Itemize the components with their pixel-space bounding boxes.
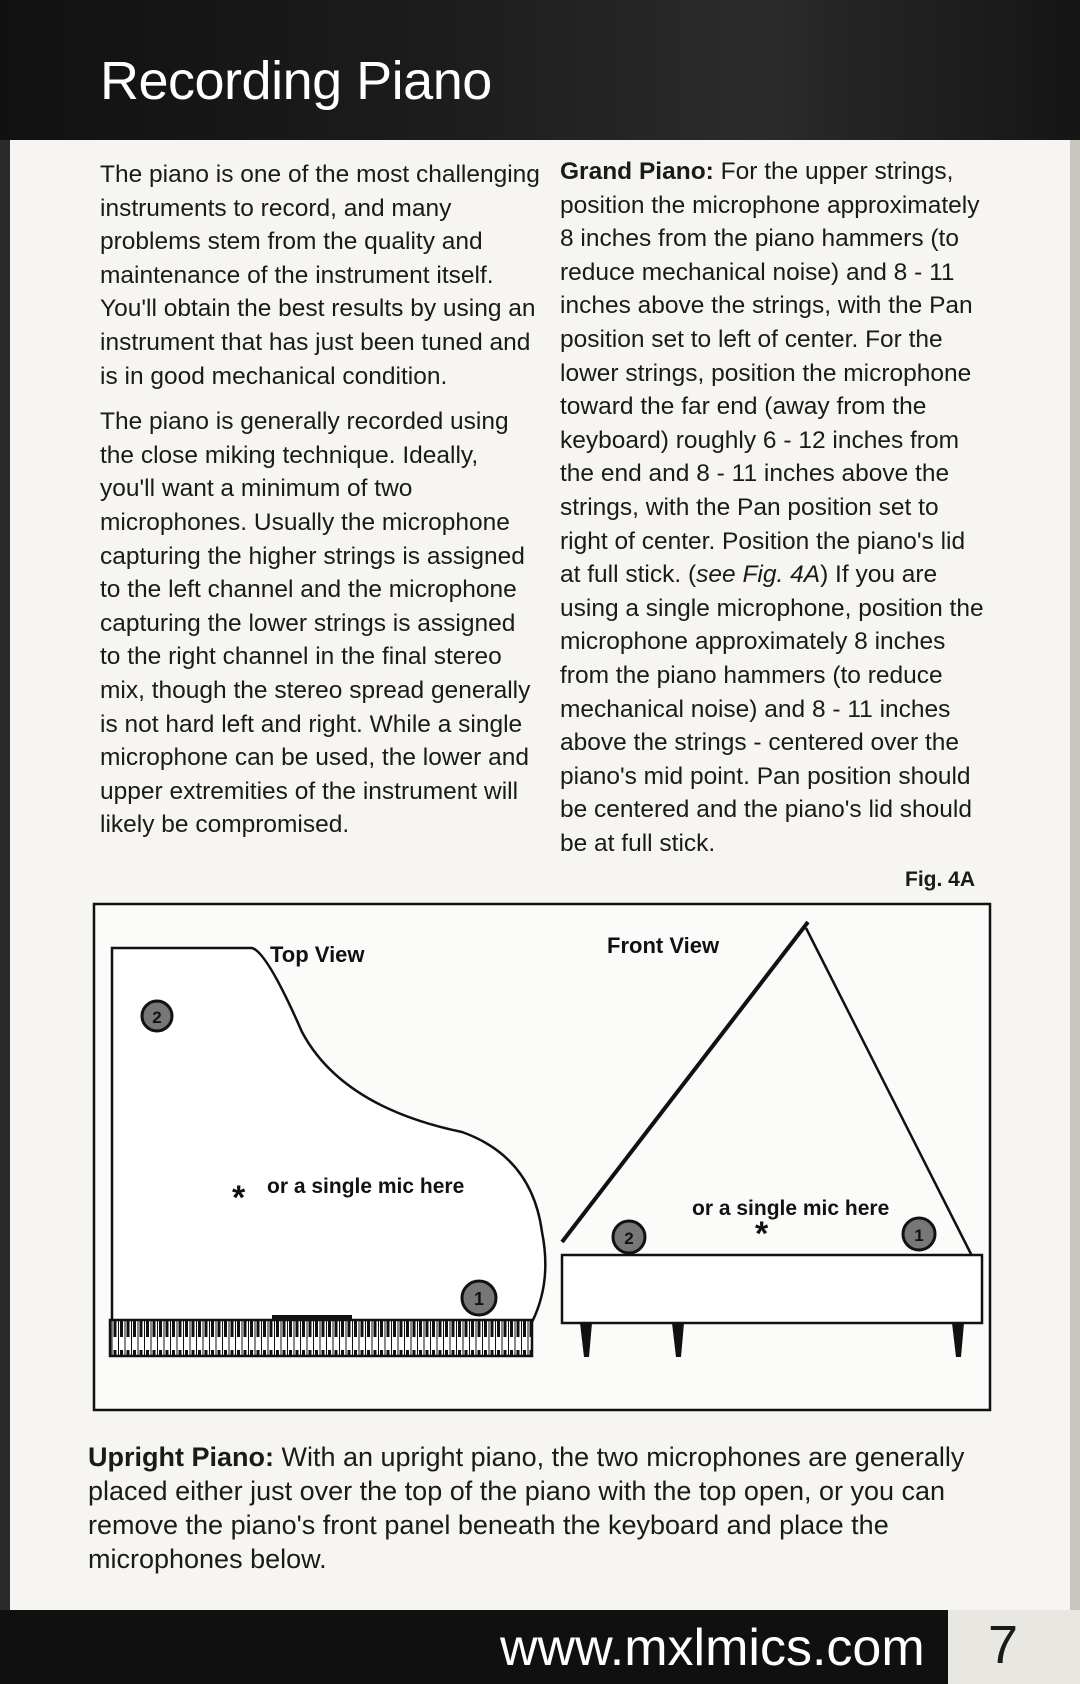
mic-2-front-view-icon (613, 1221, 645, 1253)
page-edge-left (0, 140, 10, 1610)
svg-text:2: 2 (624, 1229, 634, 1248)
mic-1-top-view-icon (462, 1281, 496, 1315)
grand-piano-paragraph (560, 155, 990, 860)
upright-piano-heading: Upright Piano: (88, 1442, 274, 1472)
page-number-box (948, 1610, 1080, 1684)
upright-piano-paragraph (88, 1440, 988, 1576)
asterisk-front-view: * (755, 1215, 769, 1253)
single-mic-top-label: or a single mic here (267, 1175, 465, 1198)
asterisk-top-view: * (232, 1179, 246, 1217)
page-number: 7 (988, 1615, 1019, 1675)
page-edge-right (1070, 140, 1080, 1610)
piano-body-front-view (562, 1255, 982, 1323)
figure-reference: see Fig. 4A (696, 561, 821, 589)
header-bar (0, 0, 1080, 140)
left-column (100, 158, 540, 854)
front-view-title: Front View (607, 933, 720, 958)
grand-piano-text-1: For the upper strings, position the microphone approximately 8 inches from the piano hammers (to reduce mechanical noise) and 8 - 11 inches above the strings, with the Pan position set to left of center. For the lower strings, position the microphone toward the far end (away from the keyboard) roughly 6 - 12 inches from the end and 8 - 11 inches above the strings, with the Pan position set to right of center. Position the piano's lid at full stick. ( (560, 158, 980, 589)
grand-piano-heading: Grand Piano: (560, 158, 714, 185)
figure-label: Fig. 4A (905, 868, 976, 891)
footer-bar (0, 1610, 1080, 1684)
single-mic-front-label: or a single mic here (692, 1197, 890, 1220)
svg-text:2: 2 (152, 1008, 162, 1027)
page-title: Recording Piano (100, 51, 492, 111)
website-url: www.mxlmics.com (500, 1619, 925, 1677)
top-view-title: Top View (270, 942, 365, 967)
svg-text:1: 1 (473, 1289, 485, 1309)
mic-2-top-view-icon (142, 1001, 172, 1031)
grand-piano-text-2: ) If you are using a single microphone, position the microphone approximately 8 inches from the piano hammers (to reduce mechanical noise) and 8 - 11 inches above the strings - centered over the piano's mid point. Pan position should be centered and the piano's lid should be at full stick. (560, 561, 984, 857)
intro-paragraph: The piano is one of the most challenging instruments to record, and many problems stem from the quality and maintenance of the instrument itself. You'll obtain the best results by using an instrument that has just been tuned and is in good mechanical condition. (100, 161, 540, 390)
keyboard-top-view (110, 1320, 532, 1356)
upright-piano-text: With an upright piano, the two microphones are generally placed either just over the top of the piano with the top open, or you can remove the piano's front panel beneath the keyboard and place the microphones below. (88, 1442, 965, 1574)
right-column (560, 155, 990, 872)
mic-1-front-view-icon (903, 1218, 935, 1250)
svg-text:1: 1 (914, 1226, 924, 1245)
miking-paragraph: The piano is generally recorded using the close miking technique. Ideally, you'll want a minimum of two microphones. Usually the microphone capturing the higher strings is assigned to the left channel and the microphone capturing the lower strings is assigned to the right channel in the final stereo mix, though the stereo spread generally is not hard left and right. While a single microphone can be used, the lower and upper extremities of the instrument will likely be compromised. (100, 408, 531, 839)
piano-diagram (92, 902, 992, 1412)
